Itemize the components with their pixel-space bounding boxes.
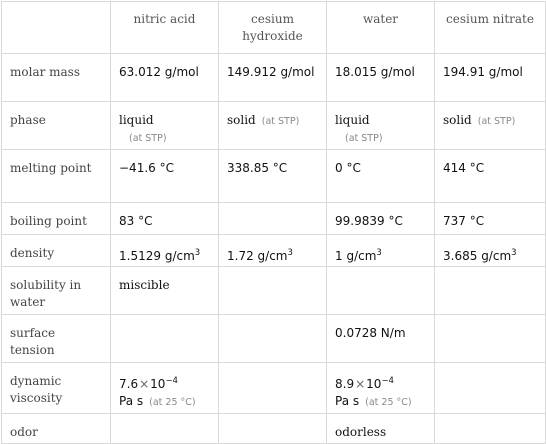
row-melting-point (2, 150, 546, 203)
row-label: phase (2, 102, 111, 150)
density-unit: g/cm (164, 249, 195, 263)
condition-note: (at STP) (477, 116, 516, 127)
viscosity-unit: Pa s (335, 394, 360, 408)
cell-value: 63.012 g/mol (111, 54, 219, 102)
power-base: 10 (150, 377, 166, 391)
cell-value: 414 °C (435, 150, 546, 203)
cell-value (219, 102, 327, 150)
cell-value (219, 315, 327, 363)
cell-value: 18.015 g/mol (327, 54, 435, 102)
times-sign: × (139, 377, 150, 391)
row-phase (2, 102, 546, 150)
cell-value (111, 315, 219, 363)
cell-value: 0 °C (327, 150, 435, 203)
row-density (2, 235, 546, 267)
phase-value: solid (443, 113, 472, 127)
cell-value: 149.912 g/mol (219, 54, 327, 102)
power-exponent: −4 (165, 376, 178, 386)
unit-exponent: 3 (376, 248, 382, 258)
row-label: solubility in water (2, 267, 111, 315)
cell-value (219, 235, 327, 267)
phase-value: solid (227, 113, 256, 127)
row-label: boiling point (2, 203, 111, 235)
row-label: molar mass (2, 54, 111, 102)
cell-value (327, 267, 435, 315)
cell-value: 83 °C (111, 203, 219, 235)
cell-value (111, 102, 219, 150)
density-unit: g/cm (257, 249, 288, 263)
cell-value (435, 414, 546, 444)
cell-value: 737 °C (435, 203, 546, 235)
cell-value (219, 267, 327, 315)
row-label: dynamic viscosity (2, 363, 111, 414)
row-label: density (2, 235, 111, 267)
cell-value (219, 414, 327, 444)
header-cesium-hydroxide: cesium hydroxide (219, 2, 327, 54)
row-dynamic-viscosity (2, 363, 546, 414)
cell-value (327, 363, 435, 414)
cell-value (219, 363, 327, 414)
cell-value: miscible (111, 267, 219, 315)
power-exponent: −4 (381, 376, 394, 386)
condition-note: (at STP) (129, 133, 167, 144)
unit-exponent: 3 (287, 248, 293, 258)
viscosity-mantissa: 8.9 (335, 377, 355, 391)
properties-table (1, 1, 546, 444)
cell-value: 194.91 g/mol (435, 54, 546, 102)
density-unit: g/cm (481, 249, 512, 263)
header-row (2, 2, 546, 54)
row-label: surface tension (2, 315, 111, 363)
cell-value (111, 414, 219, 444)
header-corner (2, 2, 111, 54)
header-nitric-acid: nitric acid (111, 2, 219, 54)
row-boiling-point (2, 203, 546, 235)
cell-value (327, 235, 435, 267)
cell-value (435, 235, 546, 267)
times-sign: × (355, 377, 366, 391)
cell-value: odorless (327, 414, 435, 444)
row-solubility (2, 267, 546, 315)
viscosity-unit: Pa s (119, 394, 144, 408)
condition-note: (at STP) (261, 116, 300, 127)
phase-value: liquid (119, 113, 154, 127)
density-value: 1.5129 (119, 249, 161, 263)
viscosity-mantissa: 7.6 (119, 377, 139, 391)
cell-value (219, 203, 327, 235)
density-value: 1 (335, 249, 343, 263)
row-label: odor (2, 414, 111, 444)
row-odor (2, 414, 546, 444)
cell-value: 0.0728 N/m (327, 315, 435, 363)
condition-note: (at 25 °C) (149, 397, 196, 408)
cell-value (435, 315, 546, 363)
header-cesium-nitrate: cesium nitrate (435, 2, 546, 54)
density-value: 3.685 (443, 249, 478, 263)
power-base: 10 (366, 377, 382, 391)
density-unit: g/cm (346, 249, 377, 263)
cell-value (327, 102, 435, 150)
condition-note: (at 25 °C) (365, 397, 412, 408)
row-label: melting point (2, 150, 111, 203)
cell-value: 338.85 °C (219, 150, 327, 203)
phase-value: liquid (335, 113, 370, 127)
condition-note: (at STP) (345, 133, 383, 144)
cell-value (111, 235, 219, 267)
cell-value (435, 102, 546, 150)
row-molar-mass (2, 54, 546, 102)
unit-exponent: 3 (511, 248, 517, 258)
cell-value (435, 267, 546, 315)
cell-value: 99.9839 °C (327, 203, 435, 235)
row-surface-tension (2, 315, 546, 363)
density-value: 1.72 (227, 249, 254, 263)
header-water: water (327, 2, 435, 54)
cell-value (111, 363, 219, 414)
cell-value: −41.6 °C (111, 150, 219, 203)
cell-value (435, 363, 546, 414)
unit-exponent: 3 (194, 248, 201, 258)
